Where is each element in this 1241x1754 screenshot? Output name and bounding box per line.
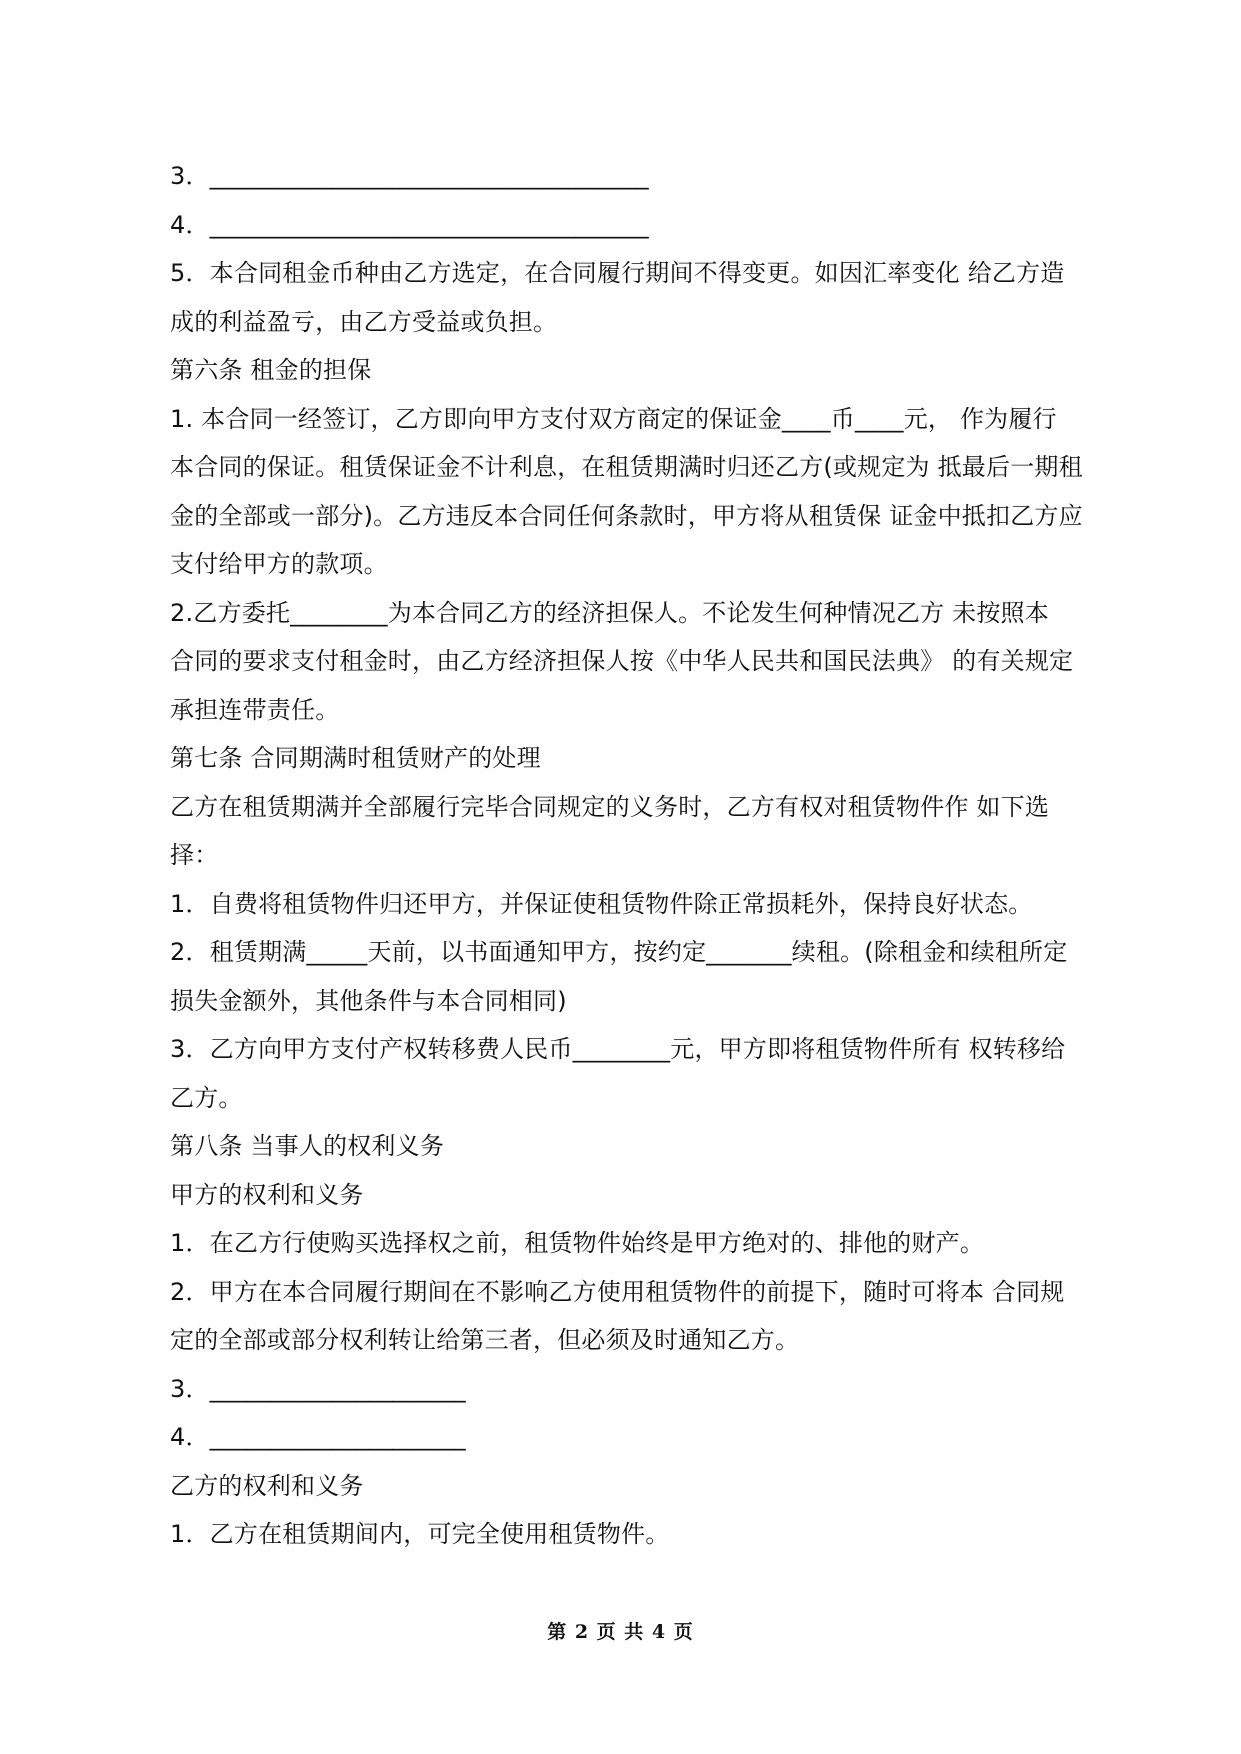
text-line: 1. 本合同一经签订，乙方即向甲方支付双方商定的保证金____币____元， 作为履行 <box>170 404 1057 433</box>
section-heading: 第六条 租金的担保 <box>170 356 372 384</box>
page-number: 第 2 页 共 4 页 <box>547 1621 694 1643</box>
section-heading: 第八条 当事人的权利义务 <box>170 1132 445 1160</box>
subheading: 乙方的权利和义务 <box>170 1471 364 1500</box>
text-line: 2．甲方在本合同履行期间在不影响乙方使用租赁物件的前提下，随时可将本 合同规 <box>170 1277 1065 1306</box>
text-line: 4．____________________________________ <box>170 210 649 239</box>
text-line: 成的利益盈亏，由乙方受益或负担。 <box>170 307 558 336</box>
text-line: 定的全部或部分权利转让给第三者，但必须及时通知乙方。 <box>170 1326 800 1354</box>
section-heading: 第七条 合同期满时租赁财产的处理 <box>170 744 541 772</box>
text-line: 1．自费将租赁物件归还甲方，并保证使租赁物件除正常损耗外，保持良好状态。 <box>170 889 1033 918</box>
text-line: 4．_____________________ <box>170 1423 466 1451</box>
text-line: 择： <box>170 841 219 869</box>
text-line: 2.乙方委托________为本合同乙方的经济担保人。不论发生何种情况乙方 未按照本 <box>170 598 1049 627</box>
text-line: 损失金额外，其他条件与本合同相同) <box>170 986 567 1015</box>
text-line: 5．本合同租金币种由乙方选定，在合同履行期间不得变更。如因汇率变化 给乙方造 <box>170 259 1065 287</box>
text-line: 2．租赁期满_____天前，以书面通知甲方，按约定_______续租。(除租金和续租所定 <box>170 938 1068 966</box>
text-line: 1．乙方在租赁期间内，可完全使用租赁物件。 <box>170 1520 670 1548</box>
text-line: 本合同的保证。租赁保证金不计利息，在租赁期满时归还乙方(或规定为 抵最后一期租 <box>170 453 1083 481</box>
text-line: 金的全部或一部分)。乙方违反本合同任何条款时，甲方将从租赁保 证金中抵扣乙方应 <box>170 501 1083 530</box>
text-line: 1．在乙方行使购买选择权之前，租赁物件始终是甲方绝对的、排他的财产。 <box>170 1229 985 1257</box>
text-line: 承担连带责任。 <box>170 695 340 724</box>
subheading: 甲方的权利和义务 <box>170 1180 364 1209</box>
document-body <box>170 152 1090 1559</box>
text-line: 合同的要求支付租金时，由乙方经济担保人按《中华人民共和国民法典》 的有关规定 <box>170 647 1074 675</box>
text-line: 乙方在租赁期满并全部履行完毕合同规定的义务时，乙方有权对租赁物件作 如下选 <box>170 792 1050 821</box>
text-line: 3．乙方向甲方支付产权转移费人民币________元，甲方即将租赁物件所有 权转移给 <box>170 1035 1066 1063</box>
text-line: 3．____________________________________ <box>170 162 649 190</box>
text-line: 乙方。 <box>170 1083 243 1112</box>
text-line: 支付给甲方的款项。 <box>170 550 388 578</box>
text-line: 3．_____________________ <box>170 1374 466 1403</box>
